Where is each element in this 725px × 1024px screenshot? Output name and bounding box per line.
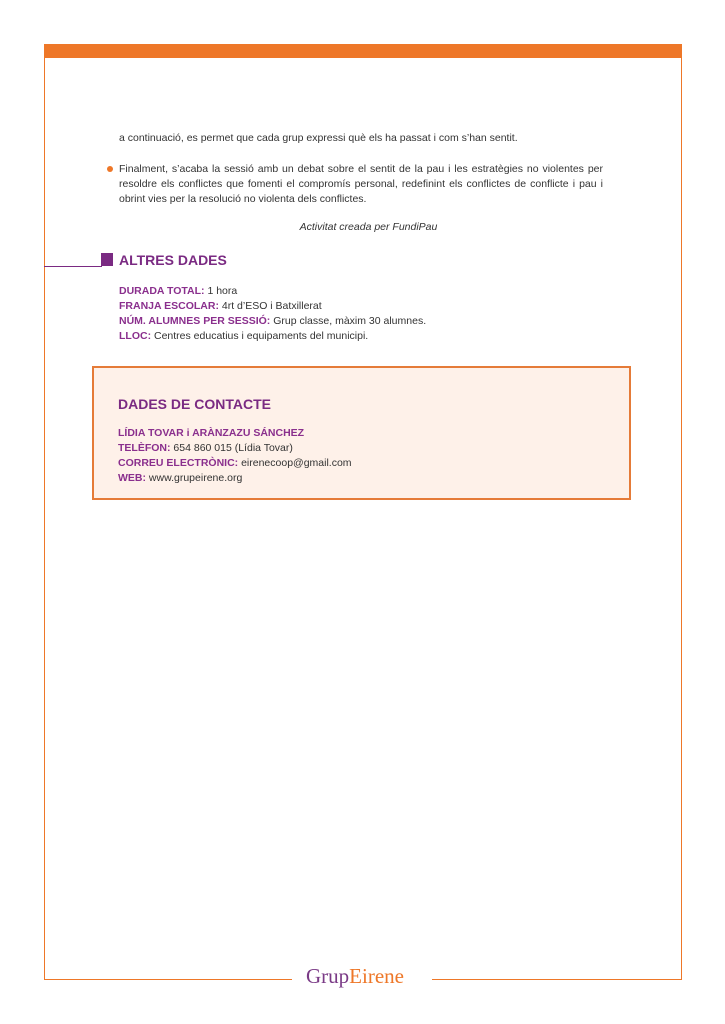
contact-heading: DADES DE CONTACTE xyxy=(118,396,271,412)
info-row: FRANJA ESCOLAR: 4rt d’ESO i Batxillerat xyxy=(119,300,322,312)
grup-eirene-logo: GrupEirene xyxy=(306,964,404,988)
contact-names: LÍDIA TOVAR i ARÀNZAZU SÁNCHEZ xyxy=(118,427,305,439)
contact-list xyxy=(118,426,352,486)
contact-box xyxy=(92,366,631,500)
bullet-icon xyxy=(107,166,113,172)
credit: Activitat creada per FundiPau xyxy=(299,221,438,233)
info-row: NÚM. ALUMNES PER SESSIÓ: Grup classe, màxim 30 alumnes. xyxy=(119,315,427,327)
info-row: LLOC: Centres educatius i equipaments del municipi. xyxy=(119,330,369,342)
frame-bottom-left xyxy=(44,979,292,980)
top-bar xyxy=(44,44,682,58)
info-row: DURADA TOTAL: 1 hora xyxy=(119,285,238,297)
frame-right xyxy=(681,58,682,979)
altres-dades-list xyxy=(119,284,426,344)
frame-left xyxy=(44,58,45,979)
altres-dades-heading: ALTRES DADES xyxy=(119,252,227,268)
contact-row: TELÈFON: 654 860 015 (Lídia Tovar) xyxy=(118,442,293,454)
contact-row: WEB: www.grupeirene.org xyxy=(118,472,243,484)
frame-bottom-right xyxy=(432,979,682,980)
continuation-text: a continuació, es permet que cada grup expressi què els ha passat i com s’han sentit. xyxy=(119,132,518,144)
contact-row: CORREU ELECTRÒNIC: eirenecoop@gmail.com xyxy=(118,457,352,469)
bullet-text: Finalment, s’acaba la sessió amb un debat sobre el sentit de la pau i les estratègies no violentes per resoldre els conflictes que fomenti el compromís personal, redefinint els conflictes de conflicte i pau i obrint vies per la resolució no violenta dels conflictes. xyxy=(119,163,603,205)
heading-square-icon xyxy=(101,253,113,266)
heading-rule xyxy=(44,266,102,267)
